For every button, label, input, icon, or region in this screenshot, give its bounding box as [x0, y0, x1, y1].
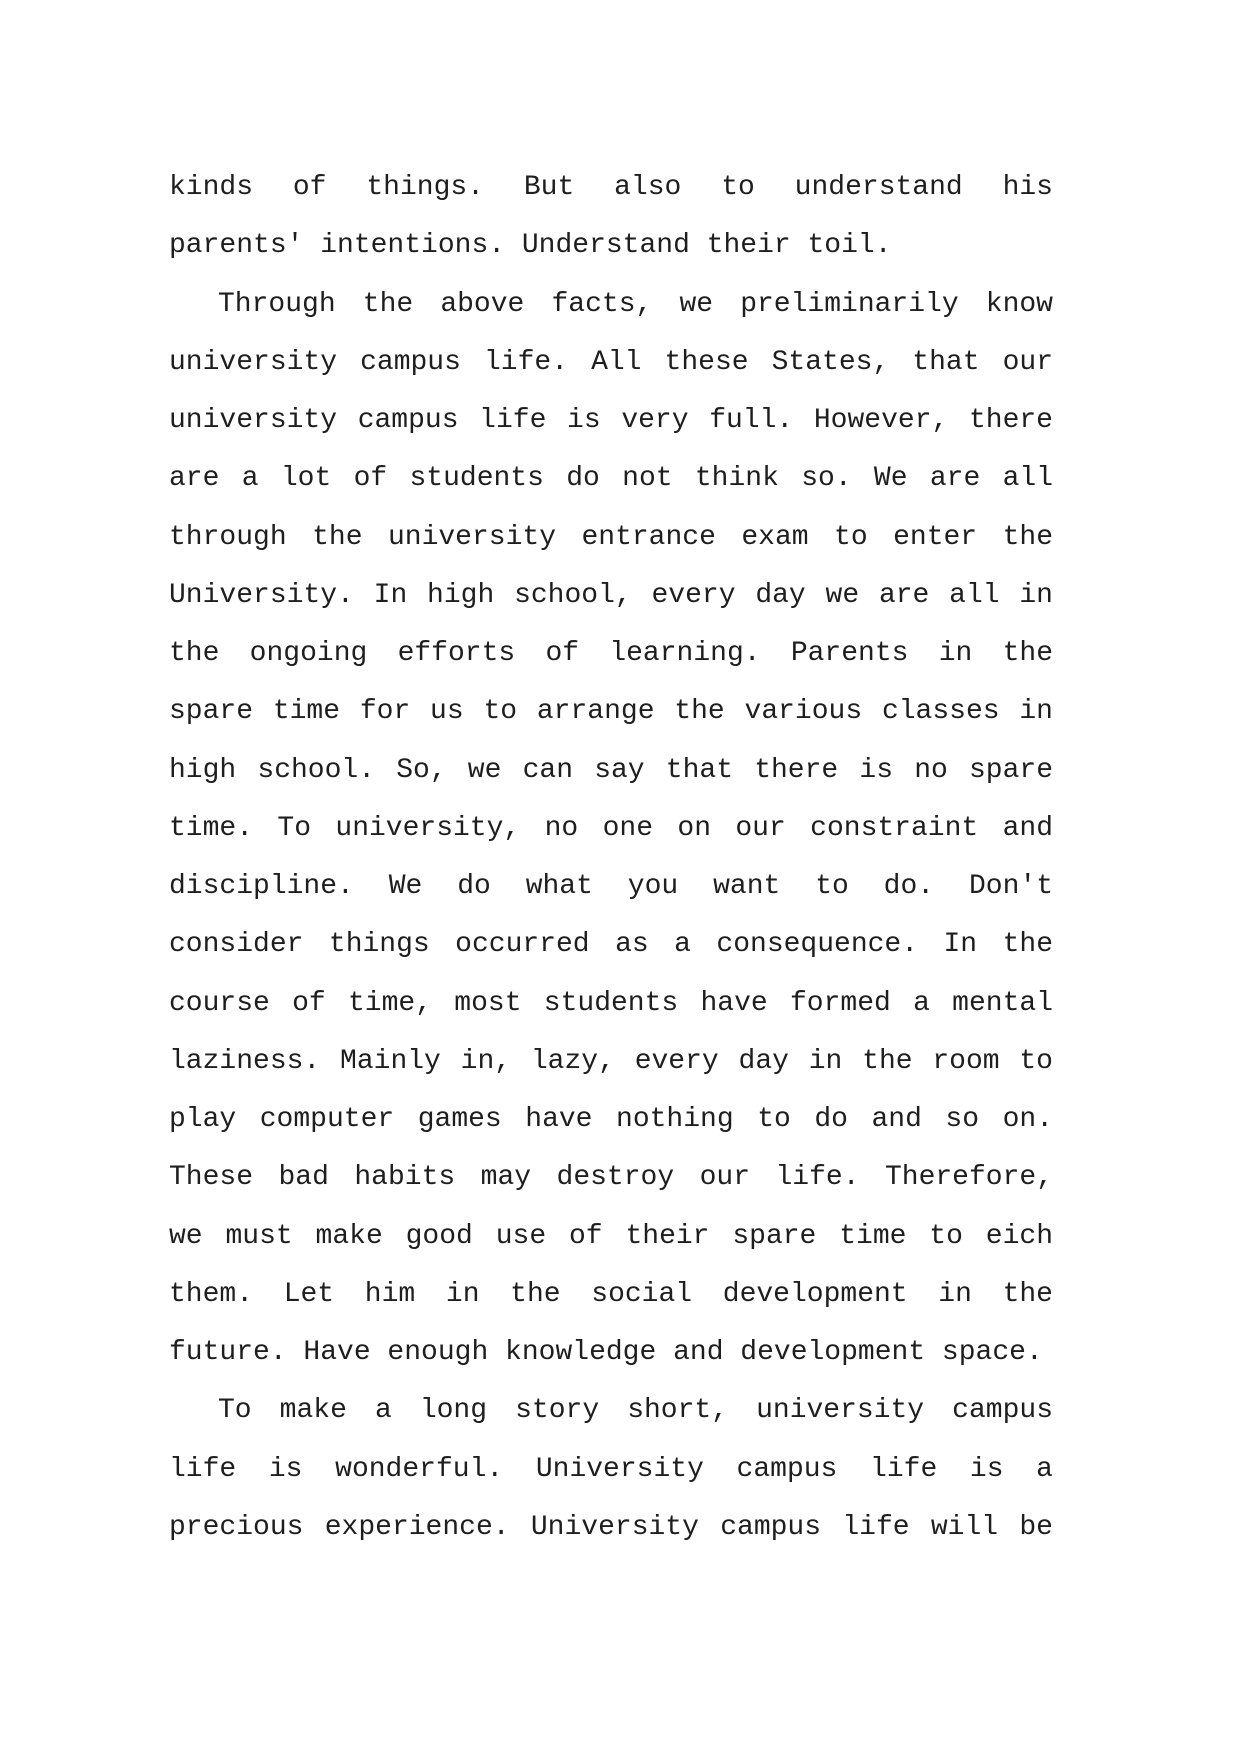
- text-line: These bad habits may destroy our life. Therefore,: [169, 1162, 1053, 1194]
- text-line: university campus life. All these States, that our: [169, 346, 1053, 378]
- text-line: Through the above facts, we preliminarily know: [218, 288, 1053, 320]
- text-line: discipline. We do what you want to do. Don't: [169, 871, 1053, 902]
- text-line: course of time, most students have formed a mental: [169, 987, 1053, 1019]
- text-line: we must make good use of their spare time to eich: [169, 1220, 1053, 1252]
- text-line: kinds of things. But also to understand his: [169, 172, 1053, 203]
- text-line: them. Let him in the social development in the: [169, 1278, 1053, 1310]
- text-line: the ongoing efforts of learning. Parents in the: [169, 638, 1053, 669]
- text-line: future. Have enough knowledge and development space.: [169, 1337, 1043, 1368]
- text-line: university campus life is very full. However, there: [169, 405, 1053, 436]
- text-body: [169, 159, 1053, 1557]
- text-line: precious experience. University campus life will be: [169, 1511, 1053, 1543]
- text-line: are a lot of students do not think so. We are all: [169, 463, 1053, 495]
- text-line: parents' intentions. Understand their toil.: [169, 230, 892, 262]
- text-line: play computer games have nothing to do and so on.: [169, 1104, 1053, 1135]
- text-line: consider things occurred as a consequence. In the: [169, 929, 1053, 961]
- text-line: To make a long story short, university campus: [218, 1395, 1053, 1427]
- text-line: laziness. Mainly in, lazy, every day in the room to: [169, 1045, 1053, 1077]
- text-line: University. In high school, every day we are all in: [169, 579, 1053, 611]
- text-line: high school. So, we can say that there is no spare: [169, 754, 1053, 786]
- text-line: life is wonderful. University campus life is a: [169, 1453, 1053, 1485]
- text-line: time. To university, no one on our constraint and: [169, 812, 1053, 844]
- text-line: through the university entrance exam to enter the: [169, 521, 1053, 553]
- text-line: spare time for us to arrange the various classes in: [169, 696, 1053, 728]
